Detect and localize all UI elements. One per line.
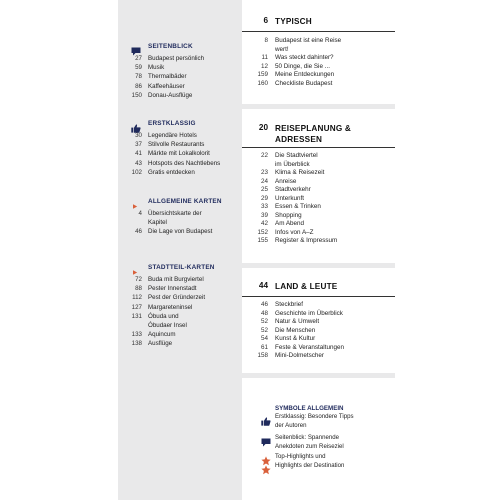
entry-title: Musik xyxy=(148,64,165,72)
left-section-seitenblick xyxy=(118,42,242,100)
entry-title: Kaffeehäuser xyxy=(148,82,185,90)
entry-title: Legendäre Hotels xyxy=(148,132,197,139)
toc-entry[interactable] xyxy=(118,275,242,284)
toc-entry[interactable] xyxy=(118,227,242,236)
chapter-title xyxy=(275,16,312,27)
toc-entry[interactable] xyxy=(118,168,242,177)
entry-title: im Überblick xyxy=(275,160,310,168)
entry-title: Gratis entdecken xyxy=(148,168,195,176)
symbol-description: Top-Highlights und xyxy=(275,453,326,460)
toc-entry[interactable] xyxy=(118,218,242,227)
entry-title: Hotspots des Nachtlebens xyxy=(148,159,221,167)
page-number: 33 xyxy=(260,203,268,210)
page-number: 52 xyxy=(260,318,268,325)
section-heading xyxy=(118,263,242,275)
toc-entry[interactable] xyxy=(118,312,242,321)
page-number: 159 xyxy=(257,71,268,78)
entry-title: Die Stadtviertel xyxy=(275,152,318,159)
entry-title: Steckbrief xyxy=(275,301,303,308)
chapter-title-line: ADRESSEN xyxy=(275,135,323,144)
entry-title: Essen & Trinken xyxy=(275,203,321,210)
section-title: ERSTKLASSIG xyxy=(148,120,196,127)
entry-title: Anreise xyxy=(275,177,297,185)
page-number: 24 xyxy=(260,177,268,185)
star-icon xyxy=(261,462,271,472)
toc-entry[interactable] xyxy=(118,140,242,149)
divider xyxy=(242,147,395,148)
toc-entry[interactable] xyxy=(118,91,242,100)
speech-bubble-icon xyxy=(131,43,140,51)
page-number: 41 xyxy=(135,150,142,158)
entry-title: Pester Innenstadt xyxy=(148,285,197,293)
section-separator xyxy=(242,373,395,378)
page-number: 61 xyxy=(260,343,268,351)
divider xyxy=(242,296,395,297)
page-number: 59 xyxy=(135,64,142,72)
page-number: 46 xyxy=(135,228,142,236)
entry-title: Was steckt dahinter? xyxy=(275,54,334,61)
entry-title: Stilvolle Restaurants xyxy=(148,141,205,149)
section-title: SEITENBLICK xyxy=(148,43,193,50)
page-number: 88 xyxy=(135,285,142,293)
entry-title: Stadtverkehr xyxy=(275,186,311,193)
entry-title: Meine Entdeckungen xyxy=(275,71,335,78)
page-number: 72 xyxy=(135,276,142,283)
entry-title: Klima & Reisezeit xyxy=(275,169,325,176)
toc-entry[interactable] xyxy=(118,330,242,339)
left-section-stadtteil-karten xyxy=(118,263,242,349)
toc-entry[interactable] xyxy=(118,131,242,140)
entry-title: Geschichte im Überblick xyxy=(275,309,343,317)
page-number: 12 xyxy=(260,62,268,70)
entry-title: Thermalbäder xyxy=(148,73,187,81)
toc-entry[interactable] xyxy=(118,159,242,168)
toc-entry[interactable] xyxy=(118,293,242,302)
page-number: 78 xyxy=(135,73,142,81)
entry-title: Óbuda und xyxy=(148,312,179,320)
page-number: 102 xyxy=(131,168,142,176)
symbol-description: Highlights der Destination xyxy=(275,462,345,469)
entry-title: Budapest persönlich xyxy=(148,55,205,62)
page-number: 4 xyxy=(138,210,142,217)
left-section-erstklassig xyxy=(118,119,242,177)
toc-entry[interactable] xyxy=(118,321,242,330)
entry-title: Die Lage von Budapest xyxy=(148,228,213,236)
entry-title: Infos von A–Z xyxy=(275,228,314,236)
page-number: 52 xyxy=(260,326,268,334)
toc-entry[interactable] xyxy=(118,209,242,218)
page-number: 25 xyxy=(260,186,268,193)
entry-title: Margareteninsel xyxy=(148,303,193,311)
section-heading xyxy=(118,197,242,209)
page-number: 42 xyxy=(260,220,268,227)
page-number: 150 xyxy=(131,91,142,99)
toc-entry[interactable] xyxy=(118,63,242,72)
entry-title: Ausflüge xyxy=(148,340,173,348)
section-heading xyxy=(118,42,242,54)
page-number: 152 xyxy=(257,228,268,236)
entry-title: Shopping xyxy=(275,211,302,219)
chapter-title xyxy=(275,123,351,145)
thumbs-up-icon xyxy=(261,413,271,423)
entry-title: Natur & Umwelt xyxy=(275,318,320,325)
toc-entry[interactable] xyxy=(118,82,242,91)
entry-title: Feste & Veranstaltungen xyxy=(275,343,344,351)
divider xyxy=(242,31,395,32)
page-number: 29 xyxy=(260,194,268,202)
entry-title: Register & Impressum xyxy=(275,237,338,244)
entry-title: Übersichtskarte der xyxy=(148,210,202,217)
section-separator xyxy=(242,104,395,109)
map-marker-icon xyxy=(131,198,140,206)
page-number: 86 xyxy=(135,82,142,90)
entry-title: Donau-Ausflüge xyxy=(148,91,193,99)
page-number: 131 xyxy=(131,312,142,320)
page-number: 23 xyxy=(260,169,268,176)
entry-title: Unterkunft xyxy=(275,194,305,202)
entry-title: Märkte mit Lokalkolorit xyxy=(148,150,210,158)
page-number: 30 xyxy=(135,132,142,139)
speech-bubble-icon xyxy=(261,434,271,444)
section-separator xyxy=(242,263,395,268)
entry-title: Pest der Gründerzeit xyxy=(148,294,206,302)
page-number: 54 xyxy=(260,335,268,342)
chapter-title-line: TYPISCH xyxy=(275,17,312,26)
left-section-allgemeine-karten xyxy=(118,197,242,237)
page-number: 11 xyxy=(261,54,268,61)
page-number: 8 xyxy=(264,37,268,44)
page-number: 127 xyxy=(131,303,142,311)
entry-title: Aquincum xyxy=(148,331,176,339)
entry-title: Kunst & Kultur xyxy=(275,335,316,342)
chapter-title-line: REISEPLANUNG & xyxy=(275,124,352,133)
symbol-description: Seitenblick: Spannende xyxy=(275,434,340,441)
entry-title: Am Abend xyxy=(275,220,305,227)
toc-entry[interactable] xyxy=(118,339,242,348)
section-title: ALLGEMEINE KARTEN xyxy=(148,198,222,205)
toc-entry[interactable] xyxy=(118,72,242,81)
entry-title: Checkliste Budapest xyxy=(275,79,333,87)
page-number: 112 xyxy=(132,294,142,302)
page-number: 138 xyxy=(131,340,142,348)
page-number: 27 xyxy=(135,55,142,62)
entry-title: Buda mit Burgviertel xyxy=(148,276,204,283)
toc-entry[interactable] xyxy=(118,303,242,312)
page-number: 37 xyxy=(135,141,142,149)
entry-title: 50 Dinge, die Sie ... xyxy=(275,62,330,70)
page-number: 46 xyxy=(260,301,268,308)
page-number: 158 xyxy=(257,352,268,359)
thumbs-up-icon xyxy=(131,120,140,128)
section-title: STADTTEIL-KARTEN xyxy=(148,264,215,271)
symbol-description: Erstklassig: Besondere Tipps xyxy=(275,413,354,420)
chapter-title xyxy=(275,281,337,292)
symbols-title-text: SYMBOLE ALLGEMEIN xyxy=(275,405,344,412)
chapter-page-number: 6 xyxy=(263,16,268,25)
page-number: 39 xyxy=(260,211,268,219)
page-number: 22 xyxy=(260,152,268,159)
chapter-title-line: LAND & LEUTE xyxy=(275,282,338,291)
symbol-description: der Autoren xyxy=(275,421,307,429)
map-marker-icon xyxy=(131,264,140,272)
entry-title: Budapest ist eine Reise xyxy=(275,37,342,44)
toc-entry[interactable] xyxy=(118,149,242,158)
section-heading xyxy=(118,119,242,131)
entry-title: wert! xyxy=(275,45,289,53)
chapter-page-number: 20 xyxy=(258,123,268,132)
entry-title: Óbudaer Insel xyxy=(148,321,187,329)
page-number: 43 xyxy=(135,159,142,167)
entry-title: Mini-Dolmetscher xyxy=(275,352,324,359)
page-number: 48 xyxy=(260,309,268,317)
chapter-page-number: 44 xyxy=(258,281,268,290)
toc-entry[interactable] xyxy=(118,54,242,63)
symbol-description: Anekdoten zum Reiseziel xyxy=(275,442,344,450)
page-number: 133 xyxy=(131,331,142,339)
left-column xyxy=(118,0,242,500)
page-number: 155 xyxy=(257,237,268,244)
entry-title: Die Menschen xyxy=(275,326,316,334)
entry-title: Kapitel xyxy=(148,219,167,227)
page-number: 160 xyxy=(257,79,268,87)
toc-entry[interactable] xyxy=(118,284,242,293)
right-column xyxy=(242,0,395,500)
